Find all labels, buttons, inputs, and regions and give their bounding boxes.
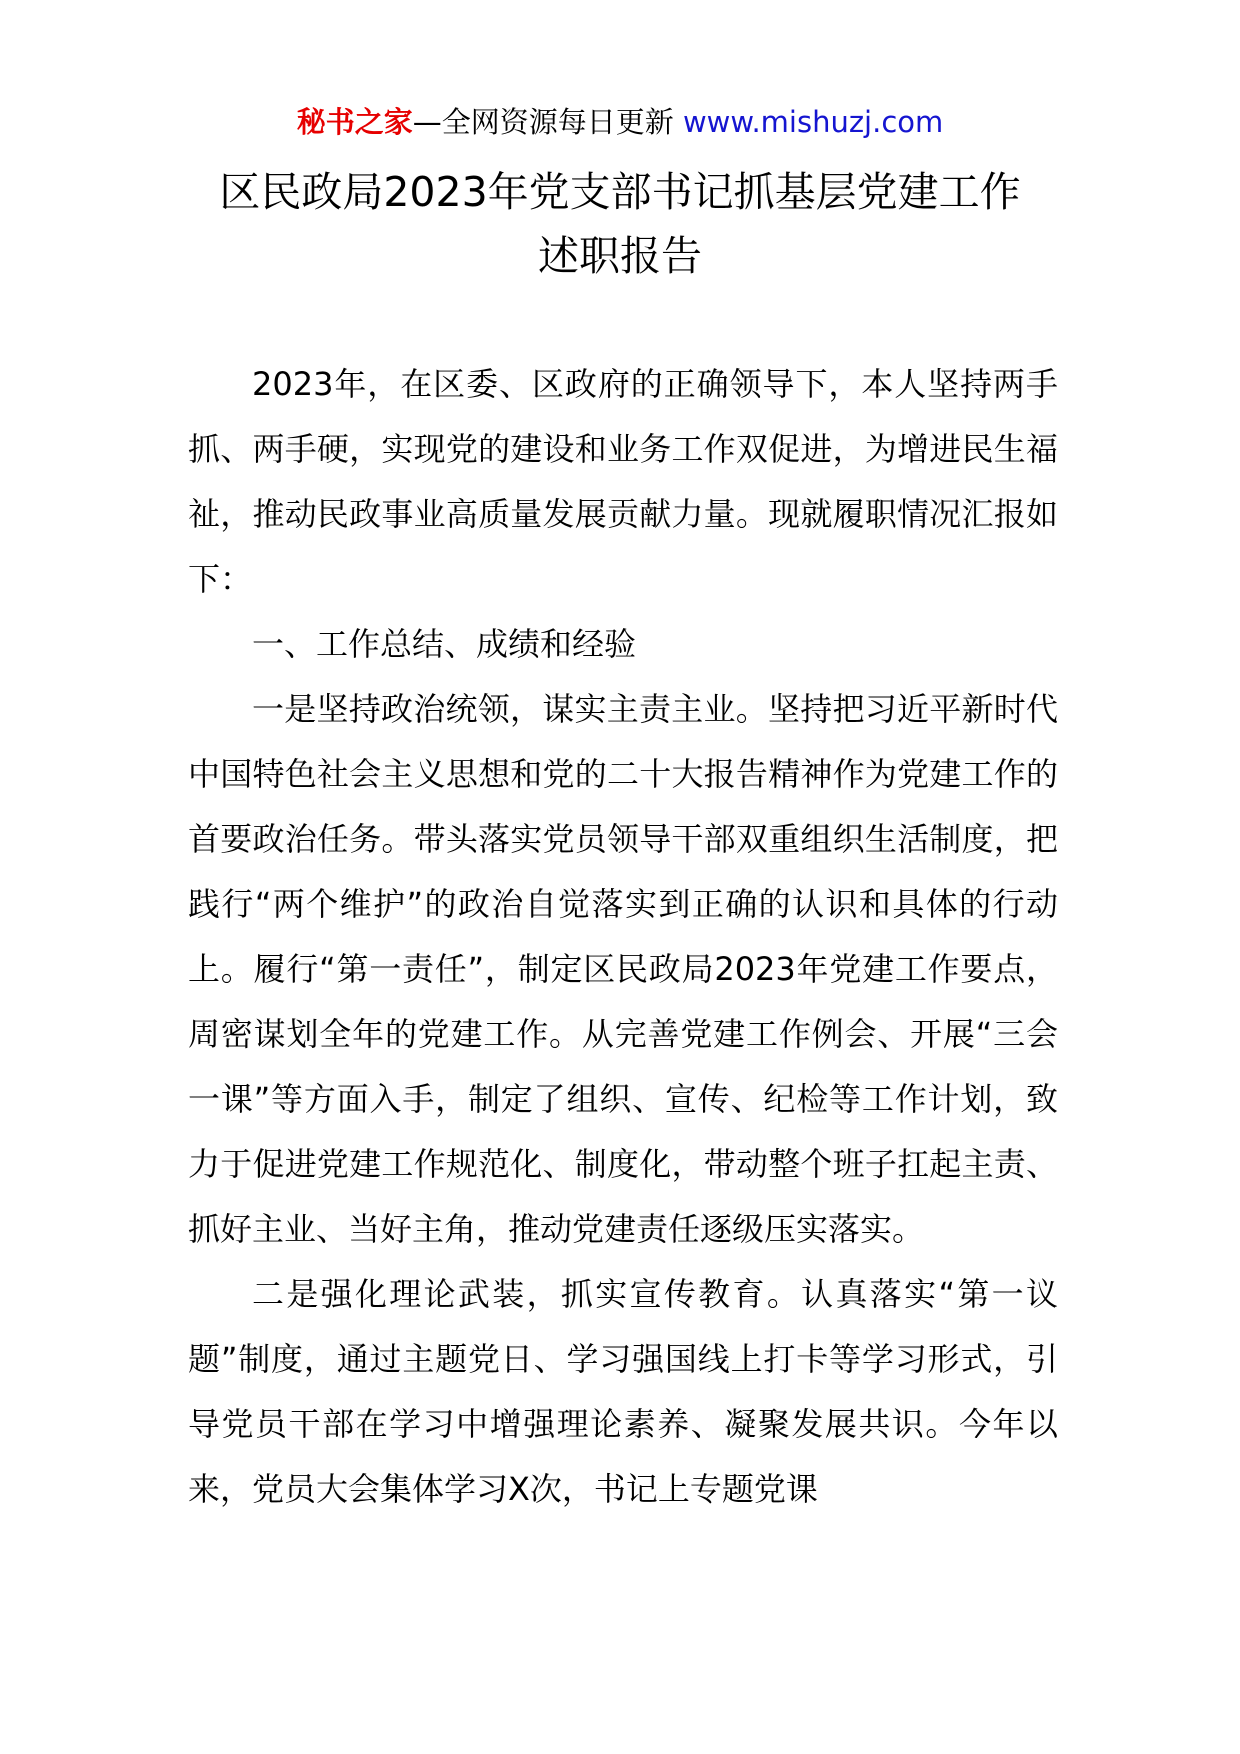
site-tagline: —全网资源每日更新 bbox=[412, 105, 683, 139]
document-title-line-1: 区民政局2023年党支部书记抓基层党建工作 bbox=[219, 168, 1021, 216]
document-body bbox=[188, 352, 1058, 1522]
paragraph-point-1: 一是坚持政治统领，谋实主责主业。坚持把习近平新时代中国特色社会主义思想和党的二十大报告精神作为党建工作的首要政治任务。带头落实党员领导干部双重组织生活制度，把践行“两个维护”的政治自觉落实到正确的认识和具体的行动上。履行“第一责任”，制定区民政局2023年党建工作要点，周密谋划全年的党建工作。从完善党建工作例会、开展“三会一课”等方面入手，制定了组织、宣传、纪检等工作计划，致力于促进党建工作规范化、制度化，带动整个班子扛起主责、抓好主业、当好主角，推动党建责任逐级压实落实。 bbox=[188, 690, 1058, 1248]
site-url-link[interactable]: www.mishuzj.com bbox=[682, 105, 944, 139]
site-brand: 秘书之家 bbox=[296, 105, 413, 139]
document-title-line-2: 述职报告 bbox=[538, 232, 702, 280]
section-heading-1: 一、工作总结、成绩和经验 bbox=[252, 625, 637, 663]
document-title bbox=[0, 160, 1240, 288]
site-header bbox=[0, 102, 1240, 142]
paragraph-point-2: 二是强化理论武装，抓实宣传教育。认真落实“第一议题”制度，通过主题党日、学习强国线上打卡等学习形式，引导党员干部在学习中增强理论素养、凝聚发展共识。今年以来，党员大会集体学习X次，书记上专题党课 bbox=[188, 1275, 1058, 1508]
paragraph-intro: 2023年，在区委、区政府的正确领导下，本人坚持两手抓、两手硬，实现党的建设和业务工作双促进，为增进民生福祉，推动民政事业高质量发展贡献力量。现就履职情况汇报如下： bbox=[188, 365, 1058, 598]
